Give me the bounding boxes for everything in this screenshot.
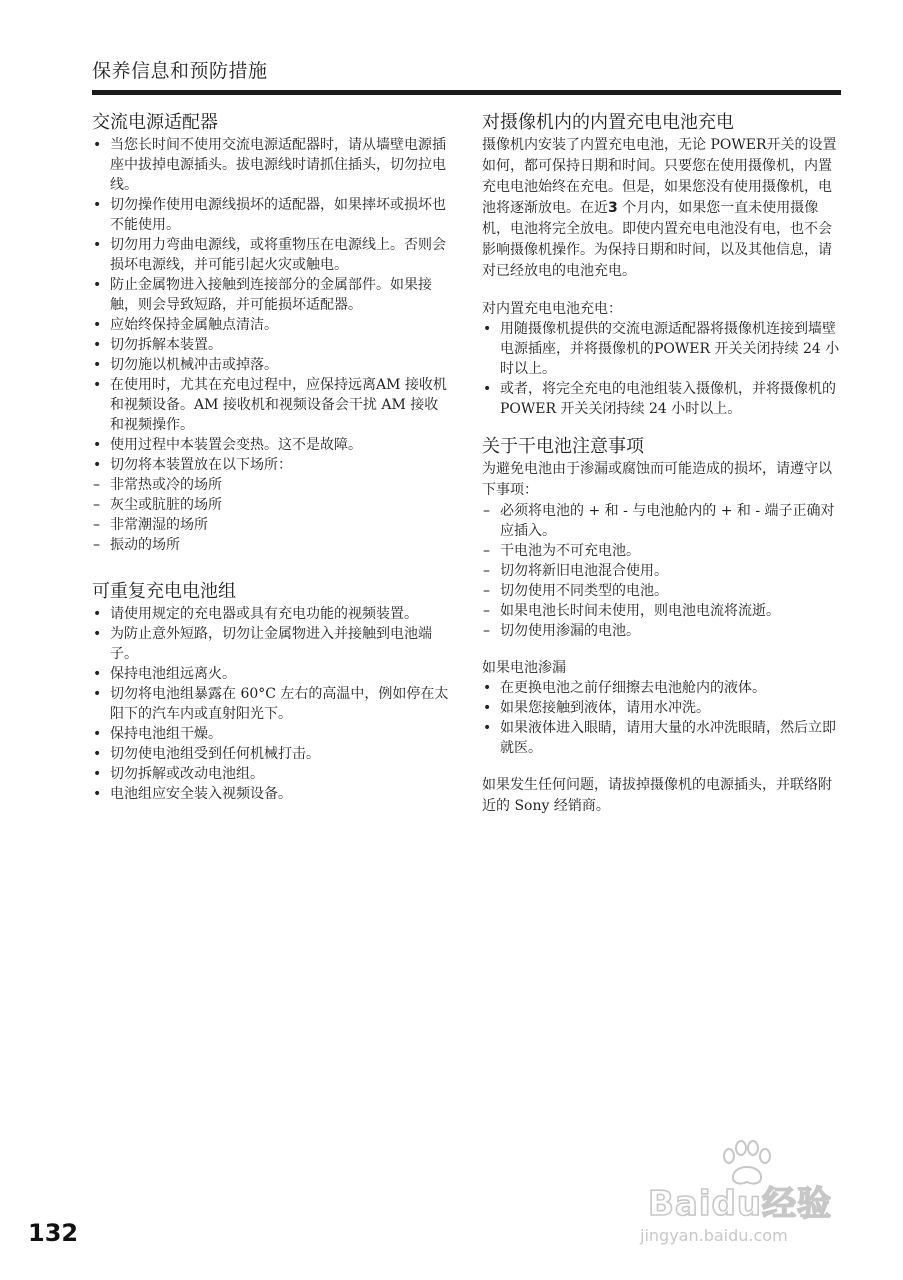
dry-battery-list — [482, 501, 840, 641]
page-number: 132 — [28, 1219, 79, 1247]
dry-item-4: – 切勿使用不同类型的电池。 — [482, 581, 840, 601]
place-item-3: – 非常潮湿的场所 — [92, 515, 450, 535]
place-item-1: – 非常热或冷的场所 — [92, 475, 450, 495]
battery-bullet-5: • 保持电池组干燥。 — [92, 724, 450, 744]
dry-item-6: – 切勿使用渗漏的电池。 — [482, 621, 840, 641]
battery-leak-title: 如果电池渗漏 — [482, 660, 566, 676]
battery-pack-title: 可重复充电电池组 — [92, 581, 236, 602]
dry-item-2: – 干电池为不可充电池。 — [482, 541, 840, 561]
dry-item-1: – 必须将电池的 + 和 - 与电池舱内的 + 和 - 端子正确对应插入。 — [482, 501, 840, 541]
left-column — [92, 112, 450, 804]
watermark-url: jingyan.baidu.com — [640, 1226, 788, 1245]
closing-paragraph: 如果发生任何问题，请拔掉摄像机的电源插头，并联络附近的 Sony 经销商。 — [482, 777, 832, 814]
internal-bullet-1: • 用随摄像机提供的交流电源适配器将摄像机连接到墙壁电源插座，并将摄像机的POWER 开关关闭持续 24 小时以上。 — [482, 319, 840, 379]
ac-bullet-9: • 使用过程中本装置会变热。这不是故障。 — [92, 435, 450, 455]
battery-leak-list — [482, 678, 840, 758]
leak-bullet-3: • 如果液体进入眼睛，请用大量的水冲洗眼睛，然后立即就医。 — [482, 718, 840, 758]
dry-battery-title: 关于干电池注意事项 — [482, 436, 644, 457]
dry-battery-intro: 为避免电池由于渗漏或腐蚀而可能造成的损坏，请遵守以下事项： — [482, 461, 832, 498]
ac-bullet-3: • 切勿用力弯曲电源线，或将重物压在电源线上。否则会损坏电源线，并可能引起火灾或触电。 — [92, 235, 450, 275]
battery-bullet-1: • 请使用规定的充电器或具有充电功能的视频装置。 — [92, 604, 450, 624]
ac-bullet-6: • 切勿拆解本装置。 — [92, 335, 450, 355]
baidu-watermark — [640, 1140, 870, 1258]
leak-bullet-1: • 在更换电池之前仔细擦去电池舱内的液体。 — [482, 678, 840, 698]
dry-item-5: – 如果电池长时间未使用，则电池电流将流逝。 — [482, 601, 840, 621]
internal-para-bold: 3 — [608, 200, 618, 216]
ac-bullet-1: • 当您长时间不使用交流电源适配器时，请从墙壁电源插座中拔掉电源插头。拔电源线时请抓住插头，切勿拉电线。 — [92, 135, 450, 195]
battery-bullet-2: • 为防止意外短路，切勿让金属物进入并接触到电池端子。 — [92, 624, 450, 664]
battery-pack-list — [92, 604, 450, 804]
internal-charge-list — [482, 319, 840, 419]
battery-bullet-7: • 切勿拆解或改动电池组。 — [92, 764, 450, 784]
dry-item-3: – 切勿将新旧电池混合使用。 — [482, 561, 840, 581]
watermark-logo-text: Baidu经验 — [648, 1184, 833, 1224]
ac-bullet-4: • 防止金属物进入接触到连接部分的金属部件。如果接触，则会导致短路，并可能损坏适配器。 — [92, 275, 450, 315]
leak-bullet-2: • 如果您接触到液体，请用水冲洗。 — [482, 698, 840, 718]
internal-battery-title: 对摄像机内的内置充电电池充电 — [482, 112, 734, 133]
internal-para-start: 摄像机内安装了内置充电电池，无论 POWER开关的设置如何，都可保持日期和时间。只要您在使用摄像机，内置充电电池始终在充电。但是，如果您没有使用摄像机，电池将逐渐放电。在近 — [482, 137, 837, 216]
header-rule — [92, 90, 841, 95]
internal-battery-paragraph — [482, 135, 840, 282]
ac-bullet-5: • 应始终保持金属触点清洁。 — [92, 315, 450, 335]
internal-bullet-2: • 或者，将完全充电的电池组装入摄像机，并将摄像机的 POWER 开关关闭持续 24 小时以上。 — [482, 379, 840, 419]
battery-bullet-6: • 切勿使电池组受到任何机械打击。 — [92, 744, 450, 764]
ac-bullet-10: • 切勿将本装置放在以下场所： — [92, 455, 450, 475]
ac-adapter-list — [92, 135, 450, 475]
place-item-2: – 灰尘或肮脏的场所 — [92, 495, 450, 515]
battery-bullet-3: • 保持电池组远离火。 — [92, 664, 450, 684]
ac-bullet-8: • 在使用时，尤其在充电过程中，应保持远离AM 接收机和视频设备。AM 接收机和视频设备会干扰 AM 接收和视频操作。 — [92, 375, 450, 435]
ac-bullet-7: • 切勿施以机械冲击或掉落。 — [92, 355, 450, 375]
internal-para-end: 个月内，如果您一直未使用摄像机，电池将完全放电。即使内置充电电池没有电，也不会影响摄像机操作。为保持日期和时间，以及其他信息，请对已经放电的电池充电。 — [482, 200, 832, 279]
page-header-title: 保养信息和预防措施 — [92, 60, 268, 82]
battery-bullet-4: • 切勿将电池组暴露在 60°C 左右的高温中，例如停在太阳下的汽车内或直射阳光下。 — [92, 684, 450, 724]
ac-bullet-2: • 切勿操作使用电源线损坏的适配器，如果摔坏或损坏也不能使用。 — [92, 195, 450, 235]
places-list — [92, 475, 450, 555]
right-column — [482, 112, 840, 817]
place-item-4: – 振动的场所 — [92, 535, 450, 555]
ac-adapter-title: 交流电源适配器 — [92, 112, 218, 133]
internal-charge-subtitle: 对内置充电电池充电： — [482, 301, 622, 317]
battery-bullet-8: • 电池组应安全装入视频设备。 — [92, 784, 450, 804]
